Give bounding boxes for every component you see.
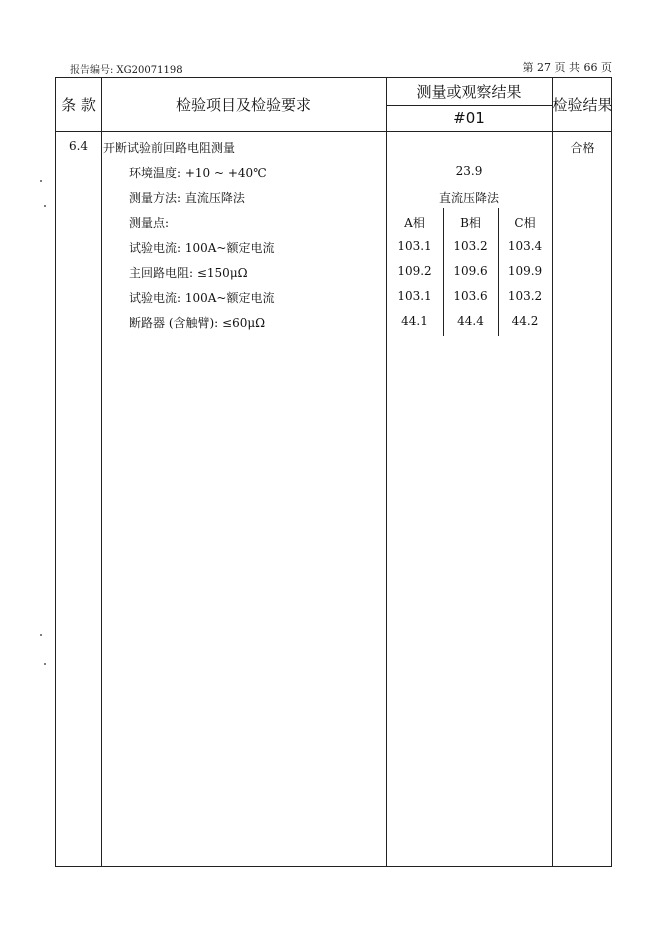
item-value: 23.9 [455, 164, 483, 178]
phase-a-value: 44.1 [401, 314, 428, 328]
phase-b-value: 103.2 [453, 239, 488, 253]
col-divider [552, 78, 553, 866]
col-header-measure: 测量或观察结果 [416, 83, 522, 101]
scan-mark [44, 205, 46, 207]
phase-c-value: 103.4 [507, 239, 543, 253]
col-header-items: 检验项目及检验要求 [175, 96, 311, 114]
col-header-result: 检验结果 [552, 96, 613, 114]
phase-header-a: A相 [404, 216, 425, 230]
scan-mark [44, 663, 46, 665]
phase-b-value: 44.4 [457, 314, 484, 328]
scan-mark [40, 180, 42, 182]
phase-a-value: 103.1 [397, 239, 432, 253]
item-title: 开断试验前回路电阻测量 [103, 141, 236, 155]
item-label: 试验电流: 100A~额定电流 [129, 291, 275, 305]
phase-c-value: 109.9 [507, 264, 543, 278]
phase-a-value: 109.2 [397, 264, 432, 278]
phase-c-value: 44.2 [511, 314, 539, 328]
col-header-sample: #01 [453, 109, 485, 127]
item-label: 主回路电阻: ≤150μΩ [129, 266, 248, 280]
page-info: 第 27 页 共 66 页 [522, 61, 612, 74]
clause-number: 6.4 [68, 139, 89, 153]
item-label: 试验电流: 100A~额定电流 [129, 241, 275, 255]
col-divider [101, 78, 102, 866]
phase-header-c: C相 [514, 216, 536, 230]
phase-c-value: 103.2 [507, 289, 543, 303]
inspection-table [55, 77, 612, 867]
col-header-clause: 条 款 [61, 96, 96, 114]
header-bottom-line [56, 131, 611, 132]
item-label: 测量点: [129, 216, 170, 230]
phase-a-value: 103.1 [397, 289, 432, 303]
phase-header-b: B相 [460, 216, 481, 230]
scan-mark [40, 634, 42, 636]
item-label: 环境温度: +10 ~ +40℃ [129, 166, 267, 180]
item-label: 测量方法: 直流压降法 [129, 191, 245, 205]
phase-b-value: 103.6 [453, 289, 488, 303]
phase-b-value: 109.6 [453, 264, 488, 278]
item-value: 直流压降法 [438, 191, 499, 205]
item-label: 断路器 (含触臂): ≤60μΩ [129, 316, 266, 330]
result-value: 合格 [570, 141, 595, 155]
report-number: 报告编号: XG20071198 [70, 65, 183, 76]
